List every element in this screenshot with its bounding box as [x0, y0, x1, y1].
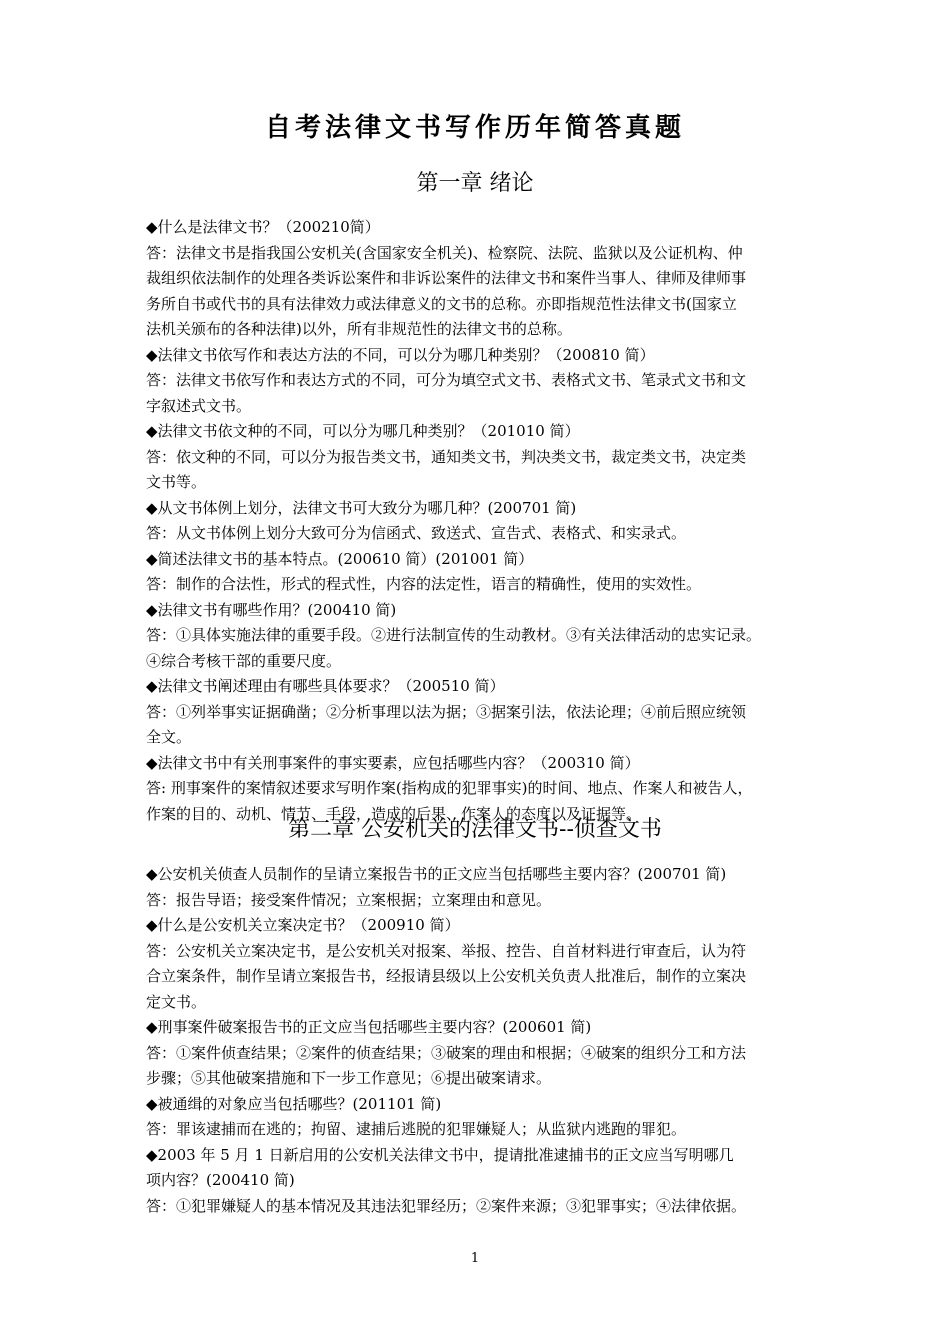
answer-line: 务所自书或代书的具有法律效力或法律意义的文书的总称。亦即指规范性法律文书(国家立	[146, 294, 737, 313]
answer-line: ④综合考核干部的重要尺度。	[146, 651, 342, 670]
answer-line: 答：依文种的不同，可以分为报告类文书，通知类文书，判决类文书，裁定类文书，决定类	[146, 447, 747, 466]
answer	[146, 445, 812, 496]
page-number: 1	[470, 1251, 480, 1266]
chapter-2-body	[146, 862, 812, 1219]
question: ◆被通缉的对象应当包括哪些？(201101 简)	[146, 1094, 442, 1113]
question-line: 项内容？(200410 简)	[146, 1171, 295, 1189]
answer-line: 答：公安机关立案决定书，是公安机关对报案、举报、控告、自首材料进行审查后，认为符	[146, 941, 747, 960]
answer-line: 步骤；⑤其他破案措施和下一步工作意见；⑥提出破案请求。	[146, 1069, 552, 1087]
answer-line: 答：①案件侦查结果；②案件的侦查结果；③破案的理由和根据；④破案的组织分工和方法	[146, 1043, 747, 1062]
answer-line: 全文。	[146, 728, 192, 746]
answer-line: 裁组织依法制作的处理各类诉讼案件和非诉讼案件的法律文书和案件当事人、律师及律师事	[146, 269, 747, 287]
chapter-1-heading: 第一章 绪论	[416, 171, 534, 196]
question: ◆法律文书有哪些作用？(200410 简)	[146, 600, 397, 619]
answer	[146, 368, 812, 419]
chapter-2-heading: 第二章 公安机关的法律文书--侦查文书	[288, 817, 662, 842]
answer	[146, 1194, 812, 1220]
answer	[146, 700, 812, 751]
answer	[146, 623, 812, 674]
answer-line: 法机关颁布的各种法律)以外，所有非规范性的法律文书的总称。	[146, 320, 572, 338]
answer-line: 答：法律文书依写作和表达方式的不同，可分为填空式文书、表格式文书、笔录式文书和文	[146, 371, 747, 389]
answer-line: 文书等。	[146, 473, 207, 491]
question: ◆什么是法律文书？（200210简）	[146, 218, 380, 236]
answer-line: 答: 刑事案件的案情叙述要求写明作案(指构成的犯罪事实)的时间、地点、作案人和被告人，	[146, 779, 753, 797]
answer	[146, 241, 812, 343]
answer-line: 答：从文书体例上划分大致可分为信函式、致送式、宣告式、表格式、和实录式。	[146, 524, 687, 542]
answer	[146, 1041, 812, 1092]
answer-line: 合立案条件，制作呈请立案报告书，经报请县级以上公安机关负责人批准后，制作的立案决	[146, 967, 747, 985]
answer	[146, 1117, 812, 1143]
answer-line: 作案的目的、动机、情节、手段，造成的后果、作案人的态度以及证据等。	[146, 804, 642, 823]
answer-line: 答：①具体实施法律的重要手段。②进行法制宣传的生动教材。③有关法律活动的忠实记录。	[146, 626, 762, 644]
answer-line: 答：报告导语；接受案件情况；立案根据；立案理由和意见。	[146, 890, 552, 909]
question: ◆法律文书阐述理由有哪些具体要求？（200510 简）	[146, 677, 505, 695]
answer-line: 字叙述式文书。	[146, 396, 252, 415]
answer	[146, 521, 812, 547]
question: ◆从文书体例上划分，法律文书可大致分为哪几种？(200701 简)	[146, 498, 577, 517]
question-line: ◆2003 年 5 月 1 日新启用的公安机关法律文书中，提请批准逮捕书的正文应当写明哪几	[146, 1145, 734, 1164]
document-title: 自考法律文书写作历年简答真题	[264, 113, 685, 143]
answer	[146, 939, 812, 1016]
answer-line: 答：①犯罪嫌疑人的基本情况及其违法犯罪经历；②案件来源；③犯罪事实；④法律依据。	[146, 1196, 747, 1215]
question: ◆法律文书依文种的不同，可以分为哪几种类别？（201010 简）	[146, 422, 580, 440]
question: ◆什么是公安机关立案决定书？（200910 简）	[146, 916, 460, 934]
answer-line: 答：制作的合法性，形式的程式性，内容的法定性，语言的精确性，使用的实效性。	[146, 575, 702, 593]
question	[146, 1143, 812, 1194]
answer	[146, 888, 812, 914]
question: ◆刑事案件破案报告书的正文应当包括哪些主要内容？(200601 简)	[146, 1018, 592, 1036]
answer-line: 定文书。	[146, 992, 207, 1011]
question: ◆法律文书依写作和表达方法的不同，可以分为哪几种类别？（200810 简）	[146, 345, 655, 364]
question: ◆法律文书中有关刑事案件的事实要素，应包括哪些内容？（200310 简）	[146, 753, 640, 772]
question: ◆简述法律文书的基本特点。(200610 简）(201001 简）	[146, 549, 534, 568]
answer-line: 答：①列举事实证据确凿；②分析事理以法为据；③据案引法，依法论理；④前后照应统领	[146, 702, 747, 721]
answer-line: 答：罪该逮捕而在逃的；拘留、逮捕后逃脱的犯罪嫌疑人；从监狱内逃跑的罪犯。	[146, 1120, 687, 1138]
answer-line: 答：法律文书是指我国公安机关(含国家安全机关)、检察院、法院、监狱以及公证机构、仲	[146, 243, 743, 262]
question: ◆公安机关侦查人员制作的呈请立案报告书的正文应当包括哪些主要内容？(200701 简)	[146, 865, 727, 883]
answer	[146, 572, 812, 598]
chapter-1-body	[146, 215, 812, 827]
